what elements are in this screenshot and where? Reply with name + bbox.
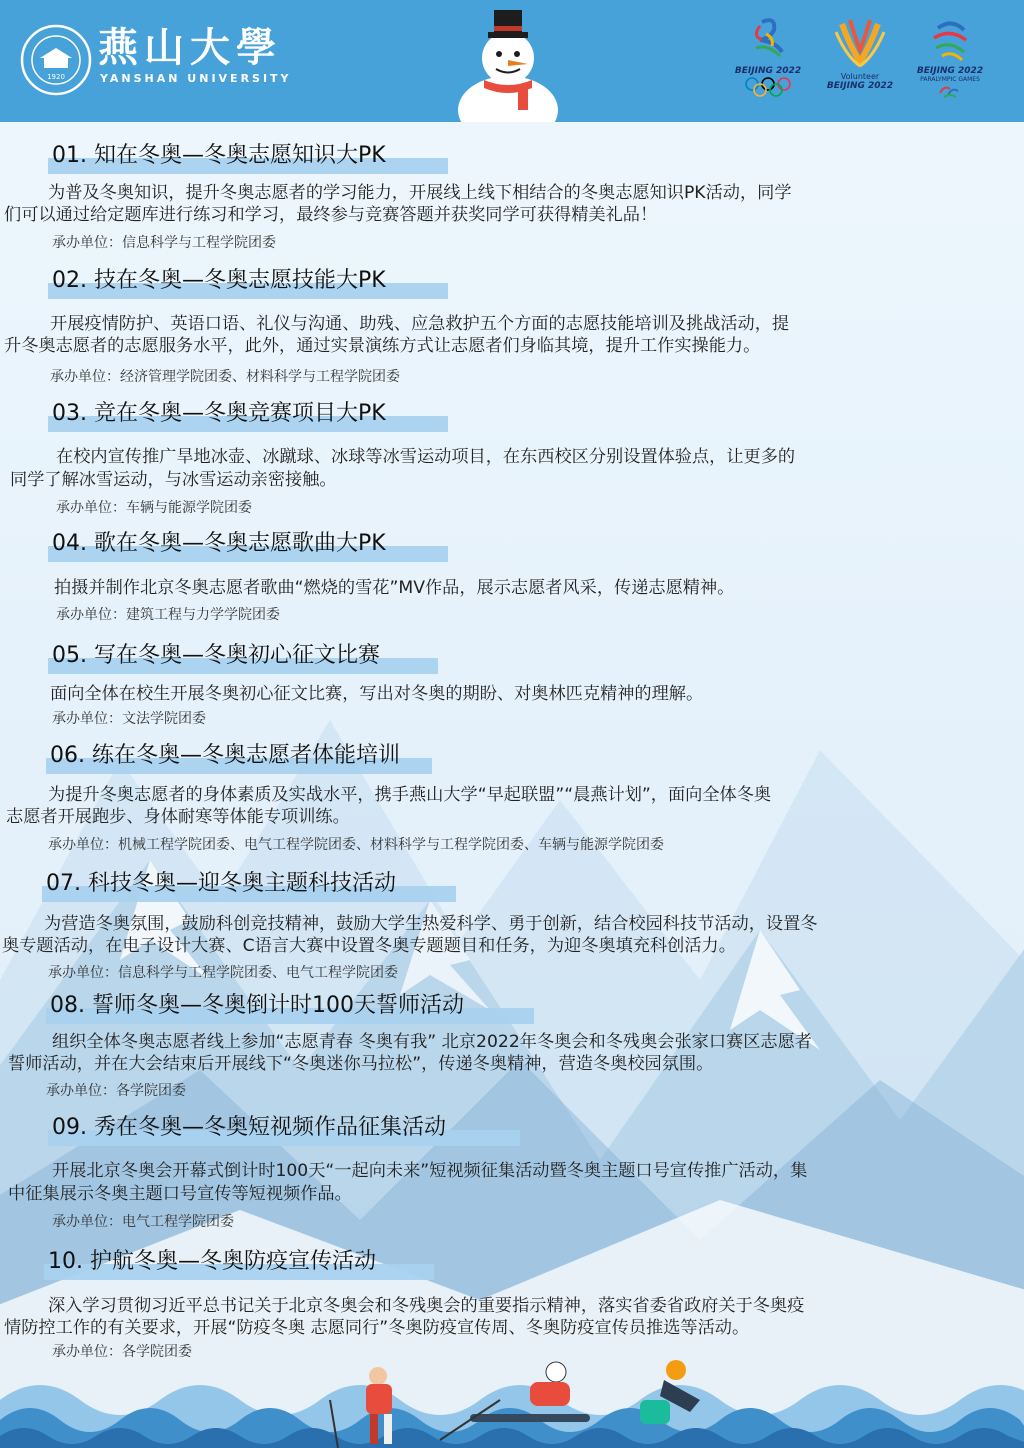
organizer — [52, 710, 206, 728]
organizer-label: 承办单位： — [48, 965, 118, 981]
section-description-line: 开展疫情防护、英语口语、礼仪与沟通、助残、应急救护五个方面的志愿技能培训及挑战活动，提 — [50, 314, 790, 334]
organizer — [52, 234, 276, 252]
section-title: 07. 科技冬奥—迎冬奥主题科技活动 — [46, 871, 396, 896]
section-description-line: 为普及冬奥知识，提升冬奥志愿者的学习能力，开展线上线下相结合的冬奥志愿知识PK活动，同学 — [48, 183, 792, 203]
section-description-line: 志愿者开展跑步、身体耐寒等体能专项训练。 — [6, 807, 350, 827]
organizer — [56, 499, 252, 517]
organizer-label: 承办单位： — [50, 369, 120, 385]
section-description-line: 们可以通过给定题库进行练习和学习，最终参与竞赛答题并获奖同学可获得精美礼品！ — [4, 205, 658, 225]
section-title: 05. 写在冬奥—冬奥初心征文比赛 — [52, 643, 380, 668]
section-title: 01. 知在冬奥—冬奥志愿知识大PK — [52, 143, 386, 168]
organizer — [48, 836, 664, 854]
university-name-en: YANSHAN UNIVERSITY — [100, 72, 292, 85]
section-title: 06. 练在冬奥—冬奥志愿者体能培训 — [50, 743, 400, 768]
section-description-line: 中征集展示冬奥主题口号宣传等短视频作品。 — [8, 1184, 352, 1204]
organizer-value: 各学院团委 — [122, 1344, 192, 1360]
section-description-line: 奥专题活动，在电子设计大赛、C语言大赛中设置冬奥专题题目和任务，为迎冬奥填充科创活力。 — [2, 936, 736, 956]
organizer-label: 承办单位： — [52, 711, 122, 727]
section-description-line: 面向全体在校生开展冬奥初心征文比赛，写出对冬奥的期盼、对奥林匹克精神的理解。 — [50, 684, 704, 704]
olympic-rings-icon — [732, 76, 804, 98]
section-title-box — [48, 1112, 520, 1146]
organizer — [56, 606, 280, 624]
university-name-cn: 燕山大學 — [98, 24, 282, 71]
section-title-box — [46, 990, 534, 1024]
snowman-icon — [452, 6, 564, 122]
organizer — [46, 1082, 186, 1100]
organizer-value: 经济管理学院团委、材料科学与工程学院团委 — [120, 369, 400, 385]
beijing-2022-paralympic-emblem — [912, 16, 988, 99]
section-title: 10. 护航冬奥—冬奥防疫宣传活动 — [48, 1249, 376, 1274]
section-description-line: 情防控工作的有关要求，开展“防疫冬奥 志愿同行”冬奥防疫宣传周、冬奥防疫宣传员推选等活动。 — [4, 1318, 750, 1338]
section-description-line: 升冬奥志愿者的志愿服务水平，此外，通过实景演练方式让志愿者们身临其境，提升工作实操能力。 — [4, 336, 761, 356]
section-title-box — [44, 1246, 434, 1280]
section-title: 02. 技在冬奥—冬奥志愿技能大PK — [52, 268, 386, 293]
section-title-box — [42, 868, 456, 902]
section-title: 04. 歌在冬奥—冬奥志愿歌曲大PK — [52, 531, 386, 556]
organizer-label: 承办单位： — [52, 1214, 122, 1230]
section-description-line: 在校内宣传推广旱地冰壶、冰蹴球、冰球等冰雪运动项目，在东西校区分别设置体验点，让更多的 — [56, 447, 796, 467]
organizer-value: 各学院团委 — [116, 1083, 186, 1099]
volunteer-emblem-icon — [820, 16, 900, 72]
olympic-emblem-icon — [732, 16, 804, 66]
footer-waves — [0, 1340, 1024, 1448]
organizer-value: 信息科学与工程学院团委、电气工程学院团委 — [118, 965, 398, 981]
paralympic-emblem-icon — [912, 16, 988, 66]
organizer-value: 文法学院团委 — [122, 711, 206, 727]
section-title-box — [48, 640, 438, 674]
section-description-line: 誓师活动，并在大会结束后开展线下“冬奥迷你马拉松”，传递冬奥精神，营造冬奥校园氛围。 — [8, 1054, 714, 1074]
emblem-sub-3: PARALYMPIC GAMES — [920, 76, 980, 83]
section-title: 09. 秀在冬奥—冬奥短视频作品征集活动 — [52, 1115, 446, 1140]
section-title-box — [48, 398, 448, 432]
organizer-label: 承办单位： — [56, 607, 126, 623]
organizer-label: 承办单位： — [48, 837, 118, 853]
section-title-box — [46, 740, 432, 774]
organizer-label: 承办单位： — [52, 1344, 122, 1360]
organizer-label: 承办单位： — [46, 1083, 116, 1099]
section-title: 08. 誓师冬奥—冬奥倒计时100天誓师活动 — [50, 993, 464, 1018]
organizer-label: 承办单位： — [56, 500, 126, 516]
organizer-value: 机械工程学院团委、电气工程学院团委、材料科学与工程学院团委、车辆与能源学院团委 — [118, 837, 664, 853]
section-description-line: 开展北京冬奥会开幕式倒计时100天“一起向未来”短视频征集活动暨冬奥主题口号宣传推广活动，集 — [52, 1161, 808, 1181]
section-description-line: 为提升冬奥志愿者的身体素质及实战水平，携手燕山大学“早起联盟”“晨燕计划”，面向全体冬奥 — [48, 785, 772, 805]
organizer-value: 电气工程学院团委 — [122, 1214, 234, 1230]
organizer-value: 信息科学与工程学院团委 — [122, 235, 276, 251]
emblem-caption-3: BEIJING 2022 — [916, 66, 984, 76]
organizer-label: 承办单位： — [52, 235, 122, 251]
agitos-icon — [912, 83, 988, 99]
emblem-caption-1: BEIJING 2022 — [734, 66, 802, 76]
page-header — [0, 0, 1024, 122]
section-title: 03. 竞在冬奥—冬奥竞赛项目大PK — [52, 401, 386, 426]
section-title-box — [48, 265, 448, 299]
emblem-caption-2: BEIJING 2022 — [826, 81, 894, 91]
section-description-line: 深入学习贯彻习近平总书记关于北京冬奥会和冬残奥会的重要指示精神，落实省委省政府关于冬奥疫 — [48, 1296, 805, 1316]
section-description-line: 拍摄并制作北京冬奥志愿者歌曲“燃烧的雪花”MV作品，展示志愿者风采，传递志愿精神。 — [54, 578, 735, 598]
organizer — [50, 368, 400, 386]
organizer-value: 车辆与能源学院团委 — [126, 500, 252, 516]
section-title-box — [48, 140, 448, 174]
beijing-2022-olympic-emblem — [732, 16, 804, 98]
organizer — [48, 964, 398, 982]
emblem-sub-2: Volunteer — [840, 72, 880, 81]
section-title-box — [48, 528, 448, 562]
section-description-line: 同学了解冰雪运动，与冰雪运动亲密接触。 — [10, 470, 337, 490]
section-description-line: 组织全体冬奥志愿者线上参加“志愿青春 冬奥有我” 北京2022年冬奥会和冬残奥会张家口赛区志愿者 — [52, 1032, 812, 1052]
organizer-value: 建筑工程与力学学院团委 — [126, 607, 280, 623]
organizer — [52, 1213, 234, 1231]
logo-year: 1920 — [47, 73, 65, 81]
university-seal-icon — [20, 24, 92, 96]
section-description-line: 为营造冬奥氛围，鼓励科创竞技精神，鼓励大学生热爱科学、勇于创新，结合校园科技节活动，设置冬 — [44, 914, 818, 934]
beijing-2022-volunteer-emblem — [820, 16, 900, 91]
